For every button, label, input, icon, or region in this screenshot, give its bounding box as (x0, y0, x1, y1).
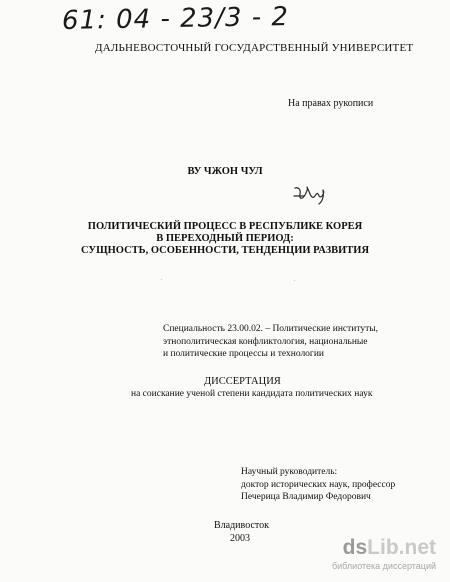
supervisor-line: доктор исторических наук, профессор (241, 479, 396, 490)
title-line: ПОЛИТИЧЕСКИЙ ПРОЦЕСС В РЕСПУБЛИКЕ КОРЕЯ (87, 221, 363, 232)
specialty-line: и политические процессы и технологии (163, 349, 324, 359)
supervisor-line: Печерица Владимир Федорович (241, 492, 371, 502)
supervisor-line: Научный руководитель: (241, 467, 338, 477)
watermark-brand (343, 536, 436, 560)
specialty-line: этнополитическая конфликтология, национальные (163, 336, 368, 347)
university-name: ДАЛЬНЕВОСТОЧНЫЙ ГОСУДАРСТВЕННЫЙ УНИВЕРСИТЕТ (95, 42, 414, 54)
dissertation-title (0, 221, 450, 257)
manuscript-rights-note: На правах рукописи (288, 98, 374, 109)
dslib-watermark-logo[interactable] (314, 536, 436, 574)
author-name: ВУ ЧЖОН ЧУЛ (187, 166, 263, 177)
watermark-brand-suffix: Lib.net (367, 536, 436, 559)
archive-number-handwritten: 61: 04 - 23/3 - 2 (61, 2, 290, 36)
document-type: ДИССЕРТАЦИЯ (204, 376, 281, 387)
specialty-block (163, 323, 378, 361)
title-line: В ПЕРЕХОДНЫЙ ПЕРИОД: (156, 233, 294, 244)
degree-line: на соискание ученой степени кандидата политических наук (131, 389, 373, 399)
watermark-brand-prefix: ds (342, 536, 368, 559)
supervisor-block (241, 466, 395, 504)
specialty-line: Специальность 23.00.02. – Политические институты, (163, 324, 379, 334)
city: Владивосток (214, 520, 269, 531)
watermark-tagline: библиотека диссертаций (331, 561, 436, 571)
title-line: СУЩНОСТЬ, ОСОБЕННОСТИ, ТЕНДЕНЦИИ РАЗВИТИЯ (80, 245, 370, 256)
year: 2003 (230, 533, 250, 544)
author-signature (292, 184, 332, 206)
scan-speck: ˈ (293, 279, 296, 287)
scan-speck: ˈ (160, 278, 163, 286)
